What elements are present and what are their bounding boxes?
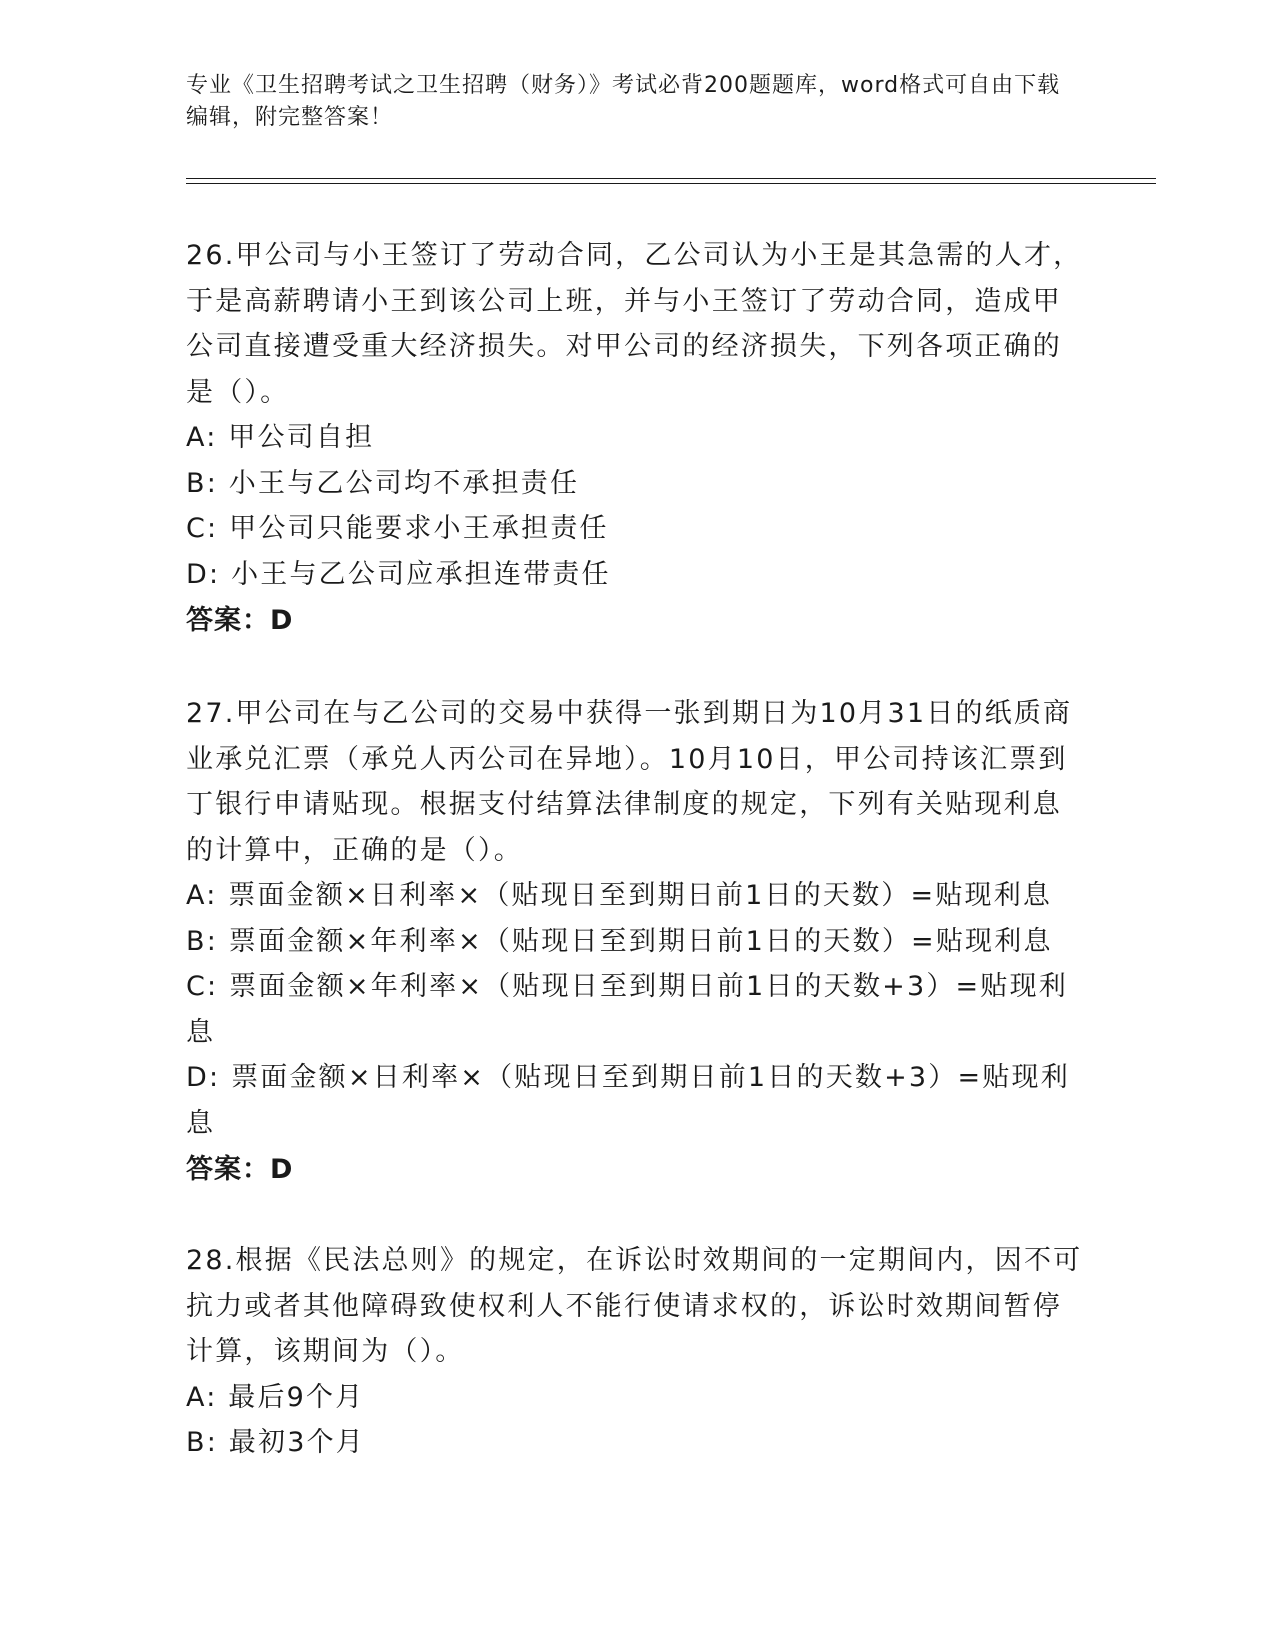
option-a: A: 票面金额×日利率×（贴现日至到期日前1日的天数）=贴现利息 <box>186 880 1053 911</box>
option-c: C: 票面金额×年利率×（贴现日至到期日前1日的天数+3）=贴现利息 <box>186 971 1068 1048</box>
answer-label: 答案：D <box>186 605 294 636</box>
option-a: A: 甲公司自担 <box>186 422 375 453</box>
question-stem: 28.根据《民法总则》的规定，在诉讼时效期间的一定期间内，因不可抗力或者其他障碍致使权利人不能行使请求权的，诉讼时效期间暂停计算，该期间为（）。 <box>186 1245 1083 1367</box>
option-d: D: 票面金额×日利率×（贴现日至到期日前1日的天数+3）=贴现利息 <box>186 1062 1070 1139</box>
option-b: B: 最初3个月 <box>186 1427 365 1458</box>
question-stem: 27.甲公司在与乙公司的交易中获得一张到期日为10月31日的纸质商业承兑汇票（承兑人丙公司在异地）。10月10日，甲公司持该汇票到丁银行申请贴现。根据支付结算法律制度的规定，下列有关贴现利息的计算中，正确的是（）。 <box>186 698 1073 866</box>
option-b: B: 票面金额×年利率×（贴现日至到期日前1日的天数）=贴现利息 <box>186 925 1053 957</box>
option-a: A: 最后9个月 <box>186 1381 365 1413</box>
question-28 <box>186 1238 1086 1466</box>
document-header: 专业《卫生招聘考试之卫生招聘（财务）》考试必背200题题库，word格式可自由下载编辑，附完整答案！ <box>186 73 1061 130</box>
option-c: C: 甲公司只能要求小王承担责任 <box>186 513 609 544</box>
question-27 <box>186 691 1086 1193</box>
question-stem: 26.甲公司与小王签订了劳动合同，乙公司认为小王是其急需的人才，于是高薪聘请小王到该公司上班，并与小王签订了劳动合同，造成甲公司直接遭受重大经济损失。对甲公司的经济损失，下列各项正确的是（）。 <box>186 240 1083 408</box>
header-divider-top <box>186 178 1156 179</box>
answer-label: 答案：D <box>186 1154 294 1185</box>
question-26 <box>186 233 1086 644</box>
header-divider-bottom <box>186 183 1156 184</box>
option-d: D: 小王与乙公司应承担连带责任 <box>186 558 611 590</box>
option-b: B: 小王与乙公司均不承担责任 <box>186 467 580 499</box>
